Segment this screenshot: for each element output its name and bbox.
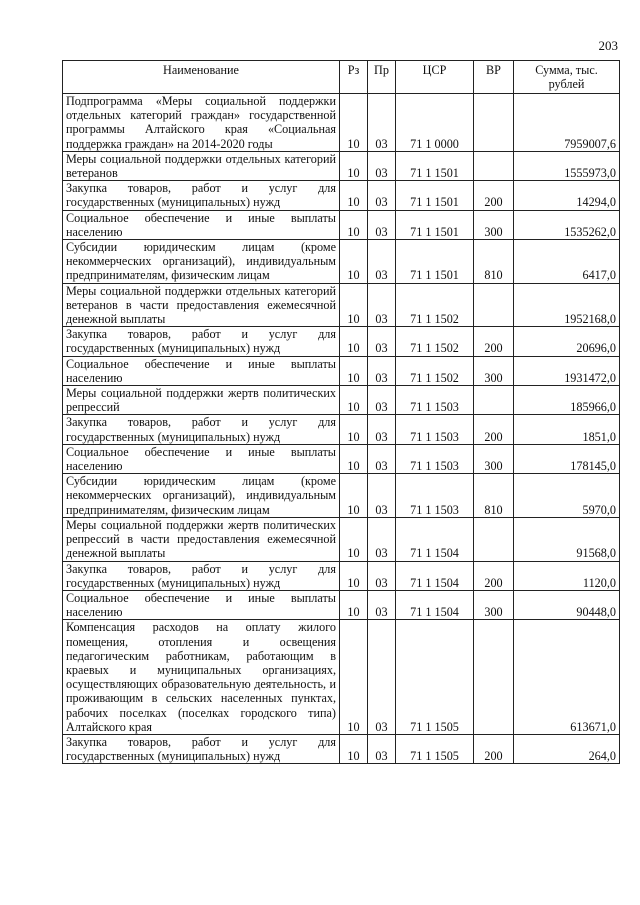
header-pr: Пр — [368, 61, 396, 94]
budget-table — [62, 60, 620, 764]
table-row — [63, 240, 620, 284]
table-row — [63, 210, 620, 239]
cell-vr: 300 — [474, 356, 514, 385]
cell-csr: 71 1 1501 — [396, 181, 474, 210]
table-row — [63, 444, 620, 473]
cell-vr: 200 — [474, 561, 514, 590]
table-row — [63, 386, 620, 415]
page-number: 203 — [598, 38, 618, 53]
header-name: Наименование — [63, 61, 340, 94]
cell-vr: 300 — [474, 444, 514, 473]
cell-rz: 10 — [340, 517, 368, 561]
cell-csr: 71 1 1505 — [396, 734, 474, 763]
cell-vr — [474, 386, 514, 415]
cell-sum: 264,0 — [514, 734, 620, 763]
cell-pr: 03 — [368, 210, 396, 239]
cell-vr: 300 — [474, 210, 514, 239]
cell-csr: 71 1 1501 — [396, 151, 474, 180]
table-header-row — [63, 61, 620, 94]
cell-sum: 1931472,0 — [514, 356, 620, 385]
cell-name: Закупка товаров, работ и услуг для государственных (муниципальных) нужд — [63, 181, 340, 210]
cell-sum: 185966,0 — [514, 386, 620, 415]
cell-vr: 200 — [474, 415, 514, 444]
cell-name: Закупка товаров, работ и услуг для государственных (муниципальных) нужд — [63, 734, 340, 763]
cell-vr: 300 — [474, 590, 514, 619]
table-row — [63, 327, 620, 356]
cell-csr: 71 1 1502 — [396, 283, 474, 327]
cell-rz: 10 — [340, 151, 368, 180]
cell-rz: 10 — [340, 590, 368, 619]
cell-name: Закупка товаров, работ и услуг для государственных (муниципальных) нужд — [63, 561, 340, 590]
cell-pr: 03 — [368, 474, 396, 518]
cell-pr: 03 — [368, 181, 396, 210]
cell-sum: 1535262,0 — [514, 210, 620, 239]
cell-rz: 10 — [340, 327, 368, 356]
cell-csr: 71 1 1504 — [396, 561, 474, 590]
header-sum: Сумма, тыс. рублей — [514, 61, 620, 94]
cell-sum: 91568,0 — [514, 517, 620, 561]
cell-pr: 03 — [368, 590, 396, 619]
cell-name: Социальное обеспечение и иные выплаты населению — [63, 210, 340, 239]
table-row — [63, 283, 620, 327]
header-csr: ЦСР — [396, 61, 474, 94]
cell-sum: 178145,0 — [514, 444, 620, 473]
cell-pr: 03 — [368, 734, 396, 763]
table-row — [63, 734, 620, 763]
cell-csr: 71 1 1502 — [396, 356, 474, 385]
cell-name: Компенсация расходов на оплату жилого помещения, отопления и освещения педагогическим работникам, работающим в краевых и муниципальных организациях, осуществляющих образовательную деятельность, и проживающим в сельских населенных пунктах, рабочих поселках (поселках городского типа) Алтайского края — [63, 620, 340, 735]
cell-sum: 5970,0 — [514, 474, 620, 518]
cell-name: Социальное обеспечение и иные выплаты населению — [63, 590, 340, 619]
cell-vr: 200 — [474, 181, 514, 210]
cell-pr: 03 — [368, 283, 396, 327]
cell-vr — [474, 94, 514, 152]
table-row — [63, 517, 620, 561]
header-vr: ВР — [474, 61, 514, 94]
cell-sum: 90448,0 — [514, 590, 620, 619]
cell-name: Закупка товаров, работ и услуг для государственных (муниципальных) нужд — [63, 415, 340, 444]
cell-rz: 10 — [340, 283, 368, 327]
cell-vr: 810 — [474, 474, 514, 518]
cell-sum: 1555973,0 — [514, 151, 620, 180]
cell-rz: 10 — [340, 415, 368, 444]
table-row — [63, 415, 620, 444]
cell-sum: 613671,0 — [514, 620, 620, 735]
cell-name: Субсидии юридическим лицам (кроме некоммерческих организаций), индивидуальным предпринимателям, физическим лицам — [63, 474, 340, 518]
cell-rz: 10 — [340, 94, 368, 152]
cell-sum: 7959007,6 — [514, 94, 620, 152]
cell-csr: 71 1 0000 — [396, 94, 474, 152]
cell-csr: 71 1 1503 — [396, 386, 474, 415]
cell-pr: 03 — [368, 94, 396, 152]
cell-rz: 10 — [340, 210, 368, 239]
cell-csr: 71 1 1503 — [396, 415, 474, 444]
cell-name: Закупка товаров, работ и услуг для государственных (муниципальных) нужд — [63, 327, 340, 356]
cell-name: Подпрограмма «Меры социальной поддержки отдельных категорий граждан» государственной программы Алтайского края «Социальная поддержка граждан» на 2014-2020 годы — [63, 94, 340, 152]
cell-pr: 03 — [368, 151, 396, 180]
cell-sum: 1851,0 — [514, 415, 620, 444]
cell-rz: 10 — [340, 734, 368, 763]
cell-vr: 200 — [474, 327, 514, 356]
cell-pr: 03 — [368, 620, 396, 735]
cell-sum: 1120,0 — [514, 561, 620, 590]
cell-rz: 10 — [340, 240, 368, 284]
cell-sum: 20696,0 — [514, 327, 620, 356]
cell-pr: 03 — [368, 327, 396, 356]
cell-vr: 810 — [474, 240, 514, 284]
cell-pr: 03 — [368, 444, 396, 473]
cell-vr — [474, 283, 514, 327]
cell-rz: 10 — [340, 444, 368, 473]
header-rz: Рз — [340, 61, 368, 94]
table-row — [63, 620, 620, 735]
cell-rz: 10 — [340, 181, 368, 210]
table-row — [63, 356, 620, 385]
cell-rz: 10 — [340, 386, 368, 415]
cell-name: Меры социальной поддержки жертв политических репрессий — [63, 386, 340, 415]
cell-rz: 10 — [340, 356, 368, 385]
cell-pr: 03 — [368, 356, 396, 385]
cell-csr: 71 1 1502 — [396, 327, 474, 356]
cell-csr: 71 1 1503 — [396, 444, 474, 473]
cell-name: Субсидии юридическим лицам (кроме некоммерческих организаций), индивидуальным предпринимателям, физическим лицам — [63, 240, 340, 284]
cell-name: Социальное обеспечение и иные выплаты населению — [63, 356, 340, 385]
cell-sum: 6417,0 — [514, 240, 620, 284]
cell-sum: 14294,0 — [514, 181, 620, 210]
cell-name: Меры социальной поддержки отдельных категорий ветеранов — [63, 151, 340, 180]
cell-pr: 03 — [368, 561, 396, 590]
cell-vr — [474, 620, 514, 735]
cell-csr: 71 1 1504 — [396, 590, 474, 619]
cell-name: Меры социальной поддержки отдельных категорий ветеранов в части предоставления ежемесячной денежной выплаты — [63, 283, 340, 327]
cell-vr — [474, 517, 514, 561]
table-row — [63, 561, 620, 590]
cell-pr: 03 — [368, 517, 396, 561]
cell-pr: 03 — [368, 386, 396, 415]
cell-vr — [474, 151, 514, 180]
cell-csr: 71 1 1501 — [396, 240, 474, 284]
cell-csr: 71 1 1505 — [396, 620, 474, 735]
table-row — [63, 474, 620, 518]
table-row — [63, 181, 620, 210]
table-row — [63, 151, 620, 180]
cell-rz: 10 — [340, 561, 368, 590]
cell-vr: 200 — [474, 734, 514, 763]
table-row — [63, 94, 620, 152]
cell-pr: 03 — [368, 415, 396, 444]
cell-csr: 71 1 1503 — [396, 474, 474, 518]
cell-sum: 1952168,0 — [514, 283, 620, 327]
cell-rz: 10 — [340, 474, 368, 518]
table-row — [63, 590, 620, 619]
cell-name: Социальное обеспечение и иные выплаты населению — [63, 444, 340, 473]
cell-pr: 03 — [368, 240, 396, 284]
cell-csr: 71 1 1501 — [396, 210, 474, 239]
cell-name: Меры социальной поддержки жертв политических репрессий в части предоставления ежемесячной денежной выплаты — [63, 517, 340, 561]
cell-csr: 71 1 1504 — [396, 517, 474, 561]
cell-rz: 10 — [340, 620, 368, 735]
